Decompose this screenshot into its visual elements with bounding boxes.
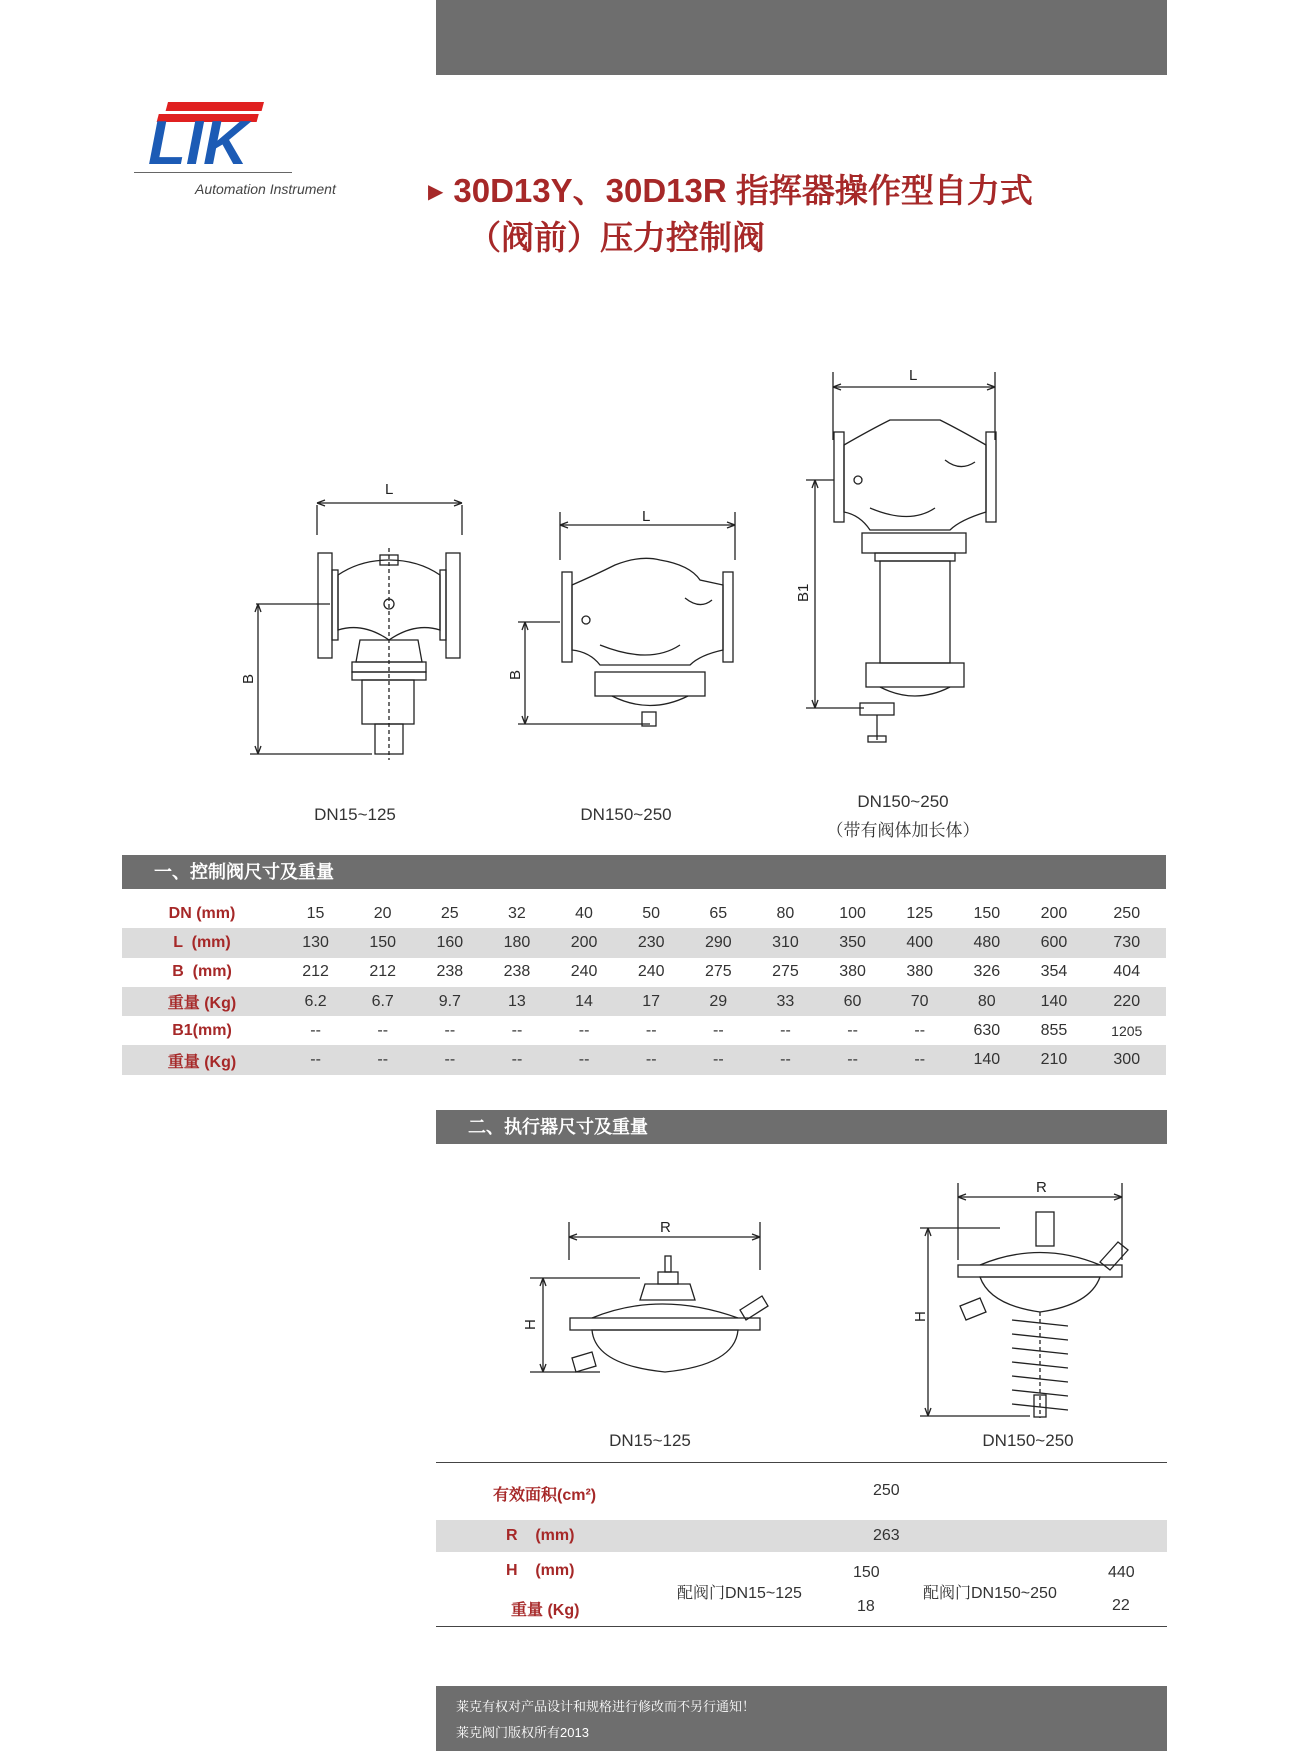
table-cell: 140	[953, 1045, 1020, 1074]
table-cell: 150	[349, 928, 416, 957]
footer	[436, 1686, 1167, 1751]
table-cell: 326	[973, 963, 1001, 981]
r-value: 263	[873, 1527, 900, 1544]
table-cell: 240	[570, 963, 598, 981]
table-cell: 600	[1020, 928, 1087, 957]
table-cell: --	[819, 1045, 886, 1074]
table-cell: 238	[436, 963, 464, 981]
area-value: 250	[873, 1482, 900, 1499]
table-cell: --	[712, 1021, 724, 1039]
table-cell: 354	[1040, 963, 1068, 981]
caption-actuator-1: DN15~125	[609, 1431, 691, 1450]
table-cell: 13	[483, 987, 550, 1016]
row-label: B1(mm)	[172, 1021, 232, 1039]
table-cell: 200	[1040, 904, 1068, 922]
r-row	[436, 1520, 1167, 1552]
table-cell: --	[780, 1021, 791, 1039]
area-label: 有效面积(cm²)	[493, 1487, 597, 1504]
valve-spec-table	[122, 899, 1166, 1075]
dim-H-1: H	[522, 1319, 539, 1330]
dim-L-2: L	[642, 508, 651, 525]
table-cell: --	[847, 1021, 858, 1039]
table2-top-rule	[436, 1462, 1167, 1463]
table-cell: 380	[839, 963, 866, 981]
table-cell: 17	[618, 987, 685, 1016]
table-cell: 238	[503, 963, 531, 981]
table-cell: 212	[369, 963, 397, 981]
dim-L-1: L	[385, 481, 394, 498]
table-cell: 630	[973, 1021, 1001, 1039]
table-cell: --	[483, 1045, 550, 1074]
table-cell: 180	[483, 928, 550, 957]
table-cell: 20	[373, 904, 392, 922]
table-cell: 275	[772, 963, 799, 981]
table-cell: 9.7	[416, 987, 483, 1016]
valve-drawing-extended	[806, 372, 996, 742]
table-cell: --	[310, 1021, 321, 1039]
table-row	[122, 928, 1166, 957]
table-row	[122, 1016, 1166, 1045]
table-cell: 200	[551, 928, 618, 957]
group1-label: 配阀门DN15~125	[677, 1585, 802, 1602]
group2-label: 配阀门DN150~250	[923, 1585, 1057, 1602]
group1-weight: 18	[857, 1598, 875, 1615]
table-cell: --	[886, 1045, 953, 1074]
table-cell: 310	[752, 928, 819, 957]
caption-valve-3-note: （带有阀体加长体）	[826, 821, 980, 840]
valve-drawing-large	[518, 512, 735, 726]
table-cell: 80	[953, 987, 1020, 1016]
table-cell: --	[752, 1045, 819, 1074]
table-cell: 240	[637, 963, 665, 981]
table-cell: 40	[575, 904, 593, 922]
table-cell: 210	[1020, 1045, 1087, 1074]
caption-valve-3: DN150~250	[857, 792, 949, 811]
table-cell: 70	[886, 987, 953, 1016]
table-cell: 65	[709, 904, 728, 922]
table-row	[122, 899, 1166, 928]
table-cell: --	[377, 1021, 389, 1039]
table-cell: --	[282, 1045, 349, 1074]
row-label: B (mm)	[172, 963, 232, 981]
table-cell: 130	[282, 928, 349, 957]
table-row	[122, 958, 1166, 987]
section2-header: 二、执行器尺寸及重量	[436, 1110, 1167, 1144]
table-cell: 380	[906, 963, 934, 981]
table-cell: 1205	[1111, 1022, 1143, 1039]
table-cell: 150	[973, 904, 1001, 922]
table-row	[122, 1045, 1166, 1074]
table-cell: 480	[953, 928, 1020, 957]
table-cell: --	[914, 1021, 926, 1039]
table-cell: --	[551, 1045, 618, 1074]
table-cell: --	[511, 1021, 523, 1039]
triangle-icon: ▶	[428, 181, 444, 203]
table-cell: 50	[642, 904, 661, 922]
table-cell: 290	[685, 928, 752, 957]
table-cell: 140	[1020, 987, 1087, 1016]
group1-h: 150	[853, 1564, 880, 1581]
group2-weight: 22	[1112, 1597, 1130, 1614]
table-cell: --	[349, 1045, 416, 1074]
dim-B-2: B	[507, 669, 524, 680]
table-cell: --	[685, 1045, 752, 1074]
table-cell: 33	[752, 987, 819, 1016]
footer-line-1: 莱克有权对产品设计和规格进行修改而不另行通知！	[456, 1699, 756, 1714]
table-cell: --	[416, 1045, 483, 1074]
table-cell: 275	[704, 963, 732, 981]
dim-B-1: B	[240, 673, 257, 684]
table-cell: 25	[440, 904, 459, 922]
table-cell: 400	[886, 928, 953, 957]
table-cell: 32	[508, 904, 526, 922]
dim-B1: B1	[795, 583, 812, 602]
table-cell: --	[578, 1021, 590, 1039]
r-label: R (mm)	[506, 1527, 575, 1544]
table-cell: 730	[1088, 928, 1167, 957]
row-label: L (mm)	[122, 928, 282, 957]
table-cell: 160	[416, 928, 483, 957]
row-label: 重量 (Kg)	[122, 987, 282, 1016]
actuator-drawing-small	[530, 1222, 768, 1372]
table-cell: 300	[1088, 1045, 1167, 1074]
title-line-1: 30D13Y、30D13R 指挥器操作型自力式	[453, 172, 1033, 209]
table-cell: 125	[906, 904, 934, 922]
dim-L-3: L	[909, 367, 918, 384]
table-cell: --	[444, 1021, 456, 1039]
caption-valve-2: DN150~250	[580, 805, 672, 824]
weight-label: 重量 (Kg)	[511, 1602, 580, 1619]
table-row	[122, 987, 1166, 1016]
row-label: 重量 (Kg)	[122, 1045, 282, 1074]
caption-actuator-2: DN150~250	[982, 1431, 1074, 1450]
table-cell: 404	[1113, 963, 1141, 981]
table-cell: 6.2	[282, 987, 349, 1016]
table-cell: 100	[839, 904, 866, 922]
table-cell: 14	[551, 987, 618, 1016]
dim-R-2: R	[1036, 1179, 1047, 1196]
table-cell: 250	[1113, 904, 1141, 922]
table-cell: 15	[306, 904, 325, 922]
table-cell: 220	[1088, 987, 1167, 1016]
valve-drawing-small	[250, 500, 462, 760]
group2-h: 440	[1108, 1564, 1135, 1581]
table-cell: 60	[819, 987, 886, 1016]
table-cell: --	[618, 1045, 685, 1074]
table-cell: 212	[302, 963, 329, 981]
h-label: H (mm)	[506, 1562, 575, 1579]
logo-subtitle: Automation Instrument	[195, 181, 336, 197]
table-cell: 80	[776, 904, 795, 922]
table-cell: 855	[1040, 1021, 1068, 1039]
table-cell: 350	[819, 928, 886, 957]
section1-header: 一、控制阀尺寸及重量	[122, 855, 1166, 889]
table-cell: 29	[685, 987, 752, 1016]
area-row	[436, 1480, 1167, 1502]
table-cell: 6.7	[349, 987, 416, 1016]
dim-H-2: H	[912, 1311, 929, 1322]
dim-R-1: R	[660, 1219, 671, 1236]
logo-text: LIK	[148, 109, 248, 168]
table-cell: 230	[618, 928, 685, 957]
table-cell: --	[645, 1021, 657, 1039]
footer-line-2: 莱克阀门版权所有2013	[456, 1725, 589, 1740]
table2-bottom-rule	[436, 1626, 1167, 1627]
h-weight-rows	[436, 1560, 1167, 1620]
title-line-2: （阀前）压力控制阀	[468, 219, 765, 256]
row-label: DN (mm)	[168, 904, 236, 922]
caption-valve-1: DN15~125	[314, 805, 396, 824]
actuator-drawing-large	[920, 1183, 1128, 1418]
